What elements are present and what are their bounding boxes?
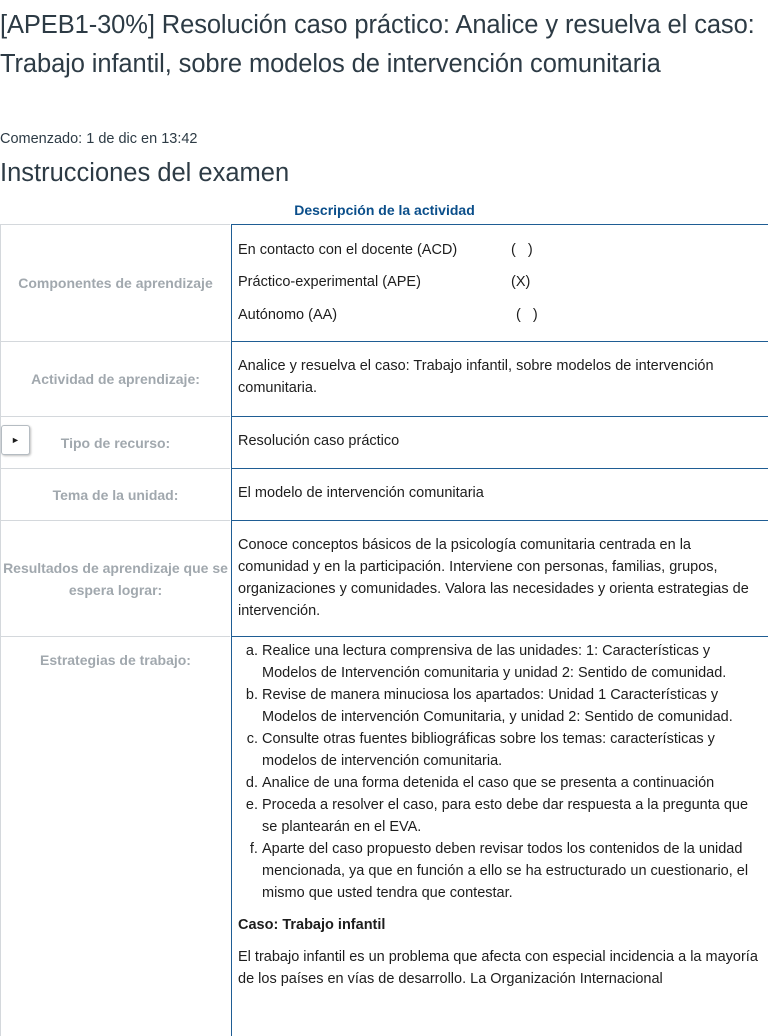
unit-topic-label: Tema de la unidad:: [52, 486, 179, 503]
strategies-value-cell: [231, 636, 768, 1036]
learning-activity-label-cell: [0, 341, 230, 416]
unit-topic-value: El modelo de intervención comunitaria: [238, 485, 484, 501]
started-timestamp: Comenzado: 1 de dic en 13:42: [0, 131, 198, 147]
resource-type-label-cell: [0, 416, 230, 468]
components-label-cell: [0, 224, 230, 341]
list-item: d. Analice de una forma detenida el caso que se presenta a continuación: [262, 772, 763, 794]
list-item: c. Consulte otras fuentes bibliográficas sobre los temas: características y modelos de intervención comunitaria.: [262, 728, 763, 772]
instructions-heading: Instrucciones del examen: [0, 159, 290, 187]
unit-topic-label-cell: [0, 468, 230, 520]
component-mark: (X): [511, 274, 531, 290]
unit-topic-value-cell: [231, 468, 768, 520]
expected-results-label-cell: [0, 520, 230, 636]
expand-button[interactable]: [1, 425, 30, 455]
list-item: a. Realice una lectura comprensiva de las unidades: 1: Características y Modelos de Intervención comunitaria y unidad 2: Sentido de comunidad.: [262, 640, 763, 684]
list-item: f. Aparte del caso propuesto deben revisar todos los contenidos de la unidad mencionada, ya que en función a ello se ha estructurado un cuestionario, el mismo que usted tendra que contestar.: [262, 838, 763, 904]
strategies-label: Estrategias de trabajo:: [40, 652, 191, 668]
activity-table-caption: Descripción de la actividad: [294, 202, 475, 218]
components-label: Componentes de aprendizaje: [18, 275, 213, 291]
resource-type-label: Tipo de recurso:: [60, 434, 171, 451]
page-title: [APEB1-30%] Resolución caso práctico: Analice y resuelva el caso: Trabajo infantil, sobre modelos de intervención comunitaria: [0, 11, 755, 78]
learning-activity-value-cell: [231, 341, 768, 416]
strategies-label-cell: [0, 636, 230, 1036]
expected-results-value: Conoce conceptos básicos de la psicología comunitaria centrada en la comunidad y en la participación. Interviene con personas, familias, grupos, organizaciones y comunidades. Valora las necesidades y orienta estrategias de intervención.: [238, 537, 749, 619]
component-name: Práctico-experimental (APE): [238, 274, 421, 290]
resource-type-value: Resolución caso práctico: [238, 433, 400, 449]
strategies-list: [238, 640, 763, 904]
list-item: e. Proceda a resolver el caso, para esto debe dar respuesta a la pregunta que se plantearán en el EVA.: [262, 794, 763, 838]
components-value-cell: [231, 224, 768, 341]
case-title: Caso: Trabajo infantil: [238, 917, 386, 933]
expected-results-value-cell: [231, 520, 768, 636]
expected-results-label: Resultados de aprendizaje que se espera lograr:: [3, 559, 228, 598]
learning-activity-label: Actividad de aprendizaje:: [31, 371, 200, 387]
learning-activity-value: Analice y resuelva el caso: Trabajo infantil, sobre modelos de intervención comunitaria.: [238, 358, 714, 396]
list-item: b. Revise de manera minuciosa los apartados: Unidad 1 Características y Modelos de intervención Comunitaria, y unidad 2: Sentido de comunidad.: [262, 684, 763, 728]
component-mark: ( ): [511, 242, 533, 258]
case-text: El trabajo infantil es un problema que afecta con especial incidencia a la mayoría de los países en vías de desarrollo. La Organización Internacional: [238, 949, 758, 987]
component-name: En contacto con el docente (ACD): [238, 242, 458, 258]
triangle-right-icon: ►: [11, 435, 20, 445]
resource-type-value-cell: [231, 416, 768, 468]
component-name: Autónomo (AA): [238, 307, 338, 323]
component-mark: ( ): [516, 307, 538, 323]
